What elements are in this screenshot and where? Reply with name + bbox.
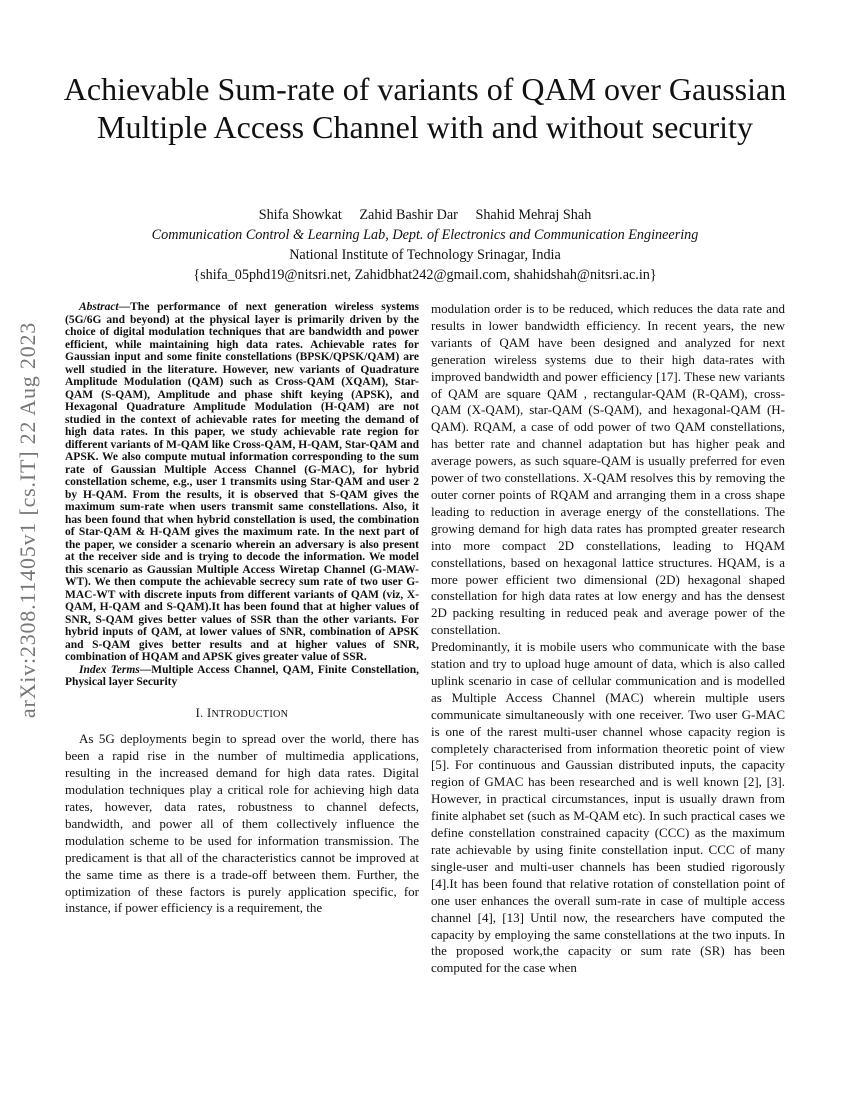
arxiv-identifier [8,292,48,748]
institution: National Institute of Technology Srinagar, India [289,247,561,263]
section-heading-introduction [65,705,419,724]
index-terms-label: Index Terms [79,663,140,676]
author-name: Shahid Mehraj Shah [475,207,592,223]
right-column [431,301,785,977]
section-numeral: I. [195,705,207,720]
intro-paragraph: As 5G deployments begin to spread over the world, there has been a rapid rise in the number of multimedia applications, resulting in the increased demand for high data rates. Digital modulation techniques play a critical role for achieving high data rates, however, data rates, robustness to channel defects, bandwidth, and power all of them collectively influence the modulation scheme to be used for information transmission. The predicament is that all of the characteristics cannot be improved at the same time as there is a trade-off between them. Further, the optimization of these factors is purely application specific, for instance, if power efficiency is a requirement, the [65,731,419,916]
section-title-rest: NTRODUCTION [211,708,289,720]
arxiv-id-text: arXiv:2308.11405v1 [cs.IT] 22 Aug 2023 [15,321,40,719]
paper-title: Achievable Sum-rate of variants of QAM over Gaussian Multiple Access Channel with and without security [63,71,787,145]
affiliation: Communication Control & Learning Lab, Dept. of Electronics and Communication Engineering [151,227,699,243]
abstract-label: Abstract [79,301,119,313]
body-paragraph: modulation order is to be reduced, which reduces the data rate and results in lower bandwidth efficiency. In recent years, the new variants of QAM have been designed and analyzed for next generation wireless systems due to their high data-rates with improved bandwidth and power efficiency [17]. These new variants of QAM are square QAM , rectangular-QAM (R-QAM), cross-QAM (X-QAM), star-QAM (S-QAM), and hexagonal-QAM (H-QAM). RQAM, a case of odd power of two QAM constellations, has better rate and channel adaptation but has higher peak and average powers, as such square-QAM is usually preferred for even power of two constellations. X-QAM resolves this by removing the outer corner points of RQAM and arranging them in a cross shape leading to reduction in average energy of the constellations. The growing demand for high data rates has prompted greater research into more compact 2D constellations, leading to HQAM constellations, based on hexagonal lattice structures. HQAM, is a more power efficient two dimensional (2D) hexagonal shaped constellation for high data rates at low energy and has the densest 2D packing resulting in reduced peak and average power of the constellation. [431,301,785,638]
author-emails: {shifa_05phd19@nitsri.net, Zahidbhat242@gmail.com, shahidshah@nitsri.ac.in} [193,267,657,283]
abstract [65,301,419,664]
abstract-text: —The performance of next generation wireless systems (5G/6G and beyond) at the physical layer is primarily driven by the choice of digital modulation techniques that are bandwidth and power efficient, while maintaining high data rates. Achievable rates for Gaussian input and some finite constellations (BPSK/QPSK/QAM) are well studied in the literature. However, new variants of Quadrature Amplitude Modulation (QAM) such as Cross-QAM (XQAM), Star-QAM (S-QAM), Amplitude and phase shift keying (APSK), and Hexagonal Quadrature Amplitude Modulation (H-QAM) are not studied in the context of achievable rates for meeting the demand of high data rates. In this paper, we study achievable rate region for different variants of M-QAM like Cross-QAM, H-QAM, Star-QAM and APSK. We also compute mutual information corresponding to the sum rate of Gaussian Multiple Access Channel (G-MAC), for hybrid constellation scheme, e.g., user 1 transmits using Star-QAM and user 2 by H-QAM. From the results, it is observed that S-QAM gives the maximum sum-rate when users transmit same constellations. Also, it has been found that when hybrid constellation is used, the combination of Star-QAM & H-QAM gives the maximum rate. In the next part of the paper, we consider a scenario wherein an adversary is also present at the receiver side and is trying to decode the information. We model this scenario as Gaussian Multiple Access Wiretap Channel (G-MAW-WT). We then compute the achievable secrecy sum rate of two user G-MAC-WT with discrete inputs from different variants of QAM (viz, X-QAM, H-QAM and S-QAM).It has been found that at higher values of SNR, S-QAM gives better values of SSR than the other variants. For hybrid inputs of QAM, at lower values of SNR, combination of APSK and S-QAM gives better results and at higher values of SNR, combination of HQAM and APSK gives greater value of SSR. [65,301,419,663]
author-block [60,205,790,285]
author-names [60,205,790,225]
author-name: Zahid Bashir Dar [359,207,458,223]
section-initial: I [206,705,212,720]
body-paragraph: Predominantly, it is mobile users who communicate with the base station and try to upload huge amount of data, which is also called uplink scenario in case of cellular communication and is modelled as Multiple Access Channel (MAC) wherein multiple users communicate simultaneously with one receiver. Two user G-MAC is one of the rarest multi-user channel whose capacity region is completely characterised from information theoretic point of view [5]. For continuous and Gaussian distributed inputs, the capacity region of GMAC has been researched and is well known [2], [3]. However, in practical circumstances, input is usually drawn from finite alphabet set (such as M-QAM etc). In such practical cases we define constellation constrained capacity (CCC) as the maximum rate achievable by using finite constellation input. CCC of many single-user and multi-user channels has been studied rigorously [4].It has been found that relative rotation of constellation point of one user enhances the overall sum-rate in case of multiple access channel [4], [13] Until now, the researchers have computed the capacity by employing the same constellations at the two inputs. In the proposed work,the capacity or sum rate (SR) has been computed for the case when [431,639,785,976]
left-column [65,301,419,917]
index-terms [65,664,419,689]
author-name: Shifa Showkat [258,207,342,223]
index-terms-text: —Multiple Access Channel, QAM, Finite Constellation, Physical layer Security [65,663,419,688]
